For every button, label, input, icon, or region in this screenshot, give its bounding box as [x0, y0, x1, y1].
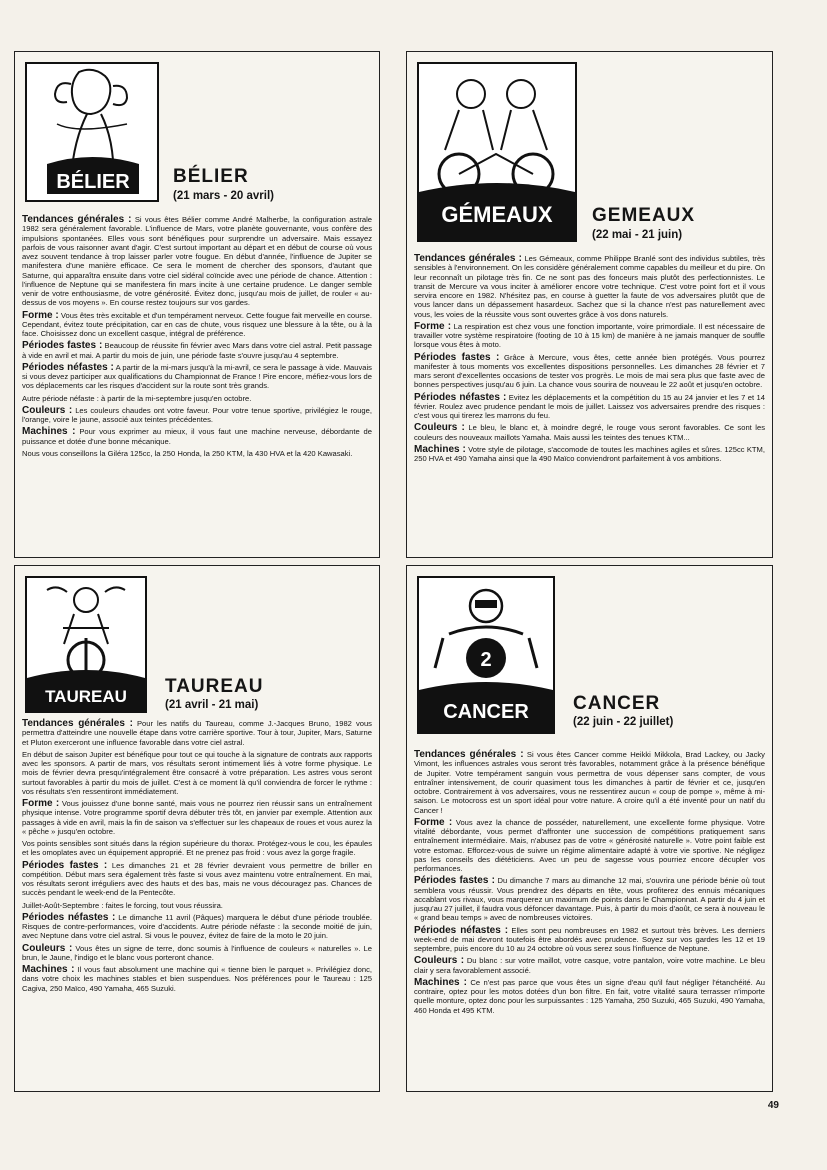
belier-paragraph	[22, 215, 372, 308]
paragraph-heading: Périodes fastes :	[414, 351, 500, 363]
taureau-illustration	[25, 576, 147, 713]
paragraph-heading: Périodes néfastes :	[22, 361, 114, 373]
belier-illustration-label: BÉLIER	[56, 171, 130, 193]
paragraph-text: Vous êtes un signe de terre, donc soumis à l'influence de couleurs « naturelles ». Le brun, le Jaune, l'indigo et le blanc vous porteront chance.	[22, 943, 372, 962]
paragraph-text: Vous avez la chance de posséder, naturellement, une excellente forme physique. Votre vitalité débordante, vous permet d'affronter une succession de compétitions pratiquement sans entraînement intermédiaire. Mais, n'abusez pas de votre « générosité naturelle ». Votre point faible est votre estomac. Efforcez-vous de suivre un régime alimentaire adapté à votre vie sportive. Ne négligez pas les conseils des diététiciens. Avec un peu de sagesse vous pourriez encore décupler vos performances.	[414, 817, 765, 873]
taureau-box	[14, 565, 380, 1092]
page-number: 49	[767, 1100, 779, 1111]
paragraph-text: Nous vous conseillons la Giléra 125cc, la 250 Honda, la 250 KTM, la 430 HVA et la 420 Kawasaki.	[22, 448, 353, 458]
paragraph-heading: Tendances générales :	[414, 749, 524, 760]
cancer-paragraph	[414, 818, 765, 874]
paragraph-heading: Tendances générales :	[414, 253, 522, 264]
paragraph-text: En début de saison Jupiter est bénéfique pour tout ce qui touche à la signature de contrats aux rapports avec les sponsors. A partir de mars, vos résultats seront intimement liés à votre forme physique. Le mois de février devra presqu'intégralement être consacré à votre préparation. Les astres vous seront surtout favorables à partir du mois de juillet. C'est à ce moment là qu'il conviendra de forcer le rythme : vos résultats s'en ressentiront immédiatement.	[22, 749, 372, 796]
belier-box	[14, 51, 380, 558]
gemeaux-box	[406, 51, 773, 558]
paragraph-text: Vous êtes très excitable et d'un tempérament nerveux. Cette fougue fait merveille en course. Cependant, évitez toute précipitation, car en cas de chute, vous risquez une blessure à la tête, ou à la face. Choisissez donc un excellent casque, intégral de préférence.	[22, 310, 372, 338]
paragraph-heading: Forme :	[22, 309, 59, 321]
gemeaux-illustration	[417, 62, 577, 242]
paragraph-text: Les couleurs chaudes ont votre faveur. Pour votre tenue sportive, privilégiez le rouge, l'orange, voire le jaune, associé aux teintes précédentes.	[22, 405, 372, 424]
taureau-paragraph	[22, 719, 372, 747]
belier-illustration	[25, 62, 159, 202]
cancer-paragraph	[414, 750, 765, 815]
paragraph-heading: Machines :	[22, 964, 75, 975]
paragraph-text: Du dimanche 7 mars au dimanche 12 mai, s'ouvrira une période bénie où tout semblera vous réussir. Vous prendrez des départs en tête, vous profiterez des ennuis mécaniques accablant vos rivaux, vous marquerez un maximum de points dans le Championnat. A partir du 4 juin et jusqu'au 27 juillet, il faudra vous défoncer davantage. Puis, à partir du mois d'août, ce sera à nouveau le « grand beau temps » avec de nombreuses victoires.	[414, 876, 765, 923]
paragraph-text: Il vous faut absolument une machine qui « tienne bien le parquet ». Privilégiez donc, dans votre choix les machines stables et bien suspendues. Nos préférences pour le Taureau : 125 Cagiva, 250 Maïco, 490 Yamaha, 465 Suzuki.	[22, 965, 372, 993]
paragraph-text: Votre style de pilotage, s'accomode de toutes les machines agiles et sûres. 125cc KTM, 250 HVA et 490 Yamaha ainsi que la 490 Maïco conviendront parfaitement à vos ambitions.	[414, 444, 765, 463]
taureau-paragraph	[22, 839, 372, 858]
twins-riders-icon	[419, 64, 575, 240]
belier-dates: (21 mars - 20 avril)	[173, 190, 275, 202]
belier-paragraph	[22, 363, 372, 391]
bull-rider-icon	[27, 578, 145, 711]
paragraph-text: Juillet-Août-Septembre : faites le forcing, tout vous réussira.	[22, 900, 223, 910]
cancer-paragraph	[414, 978, 765, 1015]
paragraph-text: Evitez les déplacements et la compétition du 15 au 24 janvier et les 7 et 14 février. Roulez avec prudence pendant le mois de juillet. Laissez vos adversaires prendre des risques : c'est vous qui tirerez les marrons du feu.	[414, 392, 765, 420]
paragraph-text: A partir de la mi-mars jusqu'à la mi-avril, ce sera le passage à vide. Mauvais si vous devez participer aux qualifications du Championnat de France ! Pire encore, méfiez-vous lors de vos déplacements car les risques d'accident sur la route sont très grands.	[22, 362, 372, 391]
gemeaux-paragraph	[414, 254, 765, 319]
paragraph-heading: Périodes néfastes :	[22, 911, 116, 923]
gemeaux-paragraph	[414, 445, 765, 464]
paragraph-heading: Forme :	[414, 816, 453, 828]
paragraph-text: Pour les natifs du Taureau, comme J.-Jacques Bruno, 1982 vous permettra d'atteindre une nouvelle étape dans votre carrière sportive. Tour à tour, Jupiter, Mars, Saturne et Pluton exerceront une influence favorable dans votre ciel astral.	[22, 719, 372, 747]
cancer-paragraph	[414, 876, 765, 922]
taureau-paragraph	[22, 750, 372, 796]
paragraph-text: Si vous êtes Cancer comme Heikki Mikkola, Brad Lackey, ou Jacky Vimont, les influences astrales vous seront très favorables, notamment grâce à la présence bénéfique de Jupiter. Votre tempérament sanguin vous permettra de vous dépenser sans compter, de vous entraîner intensivement, de courir quasiment tous les dimanches à partir de février et ce, jusqu'en octobre. Contrairement à vos adversaires, vous ne ressentirez aucun « coup de pompe », même à mi-saison. Le motocross est un sport idéal pour votre nature. A croire qu'il a été inventé pour un natif du Cancer !	[414, 750, 765, 815]
cancer-paragraph	[414, 926, 765, 954]
paragraph-heading: Tendances générales :	[22, 718, 133, 729]
belier-title: BÉLIER	[173, 166, 249, 187]
taureau-paragraph	[22, 965, 372, 993]
paragraph-heading: Couleurs :	[414, 422, 465, 434]
paragraph-text: Le bleu, le blanc et, à moindre degré, le rouge vous seront favorables. Ce sont les couleurs des nouveaux maillots Yamaha. Mais aussi les teintes des tenues KTM...	[414, 423, 765, 442]
paragraph-heading: Forme :	[22, 798, 60, 809]
taureau-paragraph	[22, 913, 372, 941]
taureau-paragraph	[22, 799, 372, 836]
paragraph-heading: Couleurs :	[22, 942, 73, 954]
paragraph-text: Du blanc : sur votre maillot, votre casque, votre pantalon, voire votre machine. Le bleu clair y sera favorablement associé.	[414, 956, 765, 975]
paragraph-heading: Couleurs :	[414, 955, 465, 967]
belier-paragraph	[22, 427, 372, 446]
cancer-text	[414, 750, 765, 1018]
paragraph-text: Pour vous exprimer au mieux, il vous faut une machine nerveuse, débordante de puissance et dotée d'une bonne mécanique.	[22, 427, 372, 446]
paragraph-text: Si vous êtes Bélier comme André Malherbe, la configuration astrale 1982 sera généralement favorable. L'influence de Mars, votre planète gouvernante, vous confère des impulsions spontanées. Elles vous sont bénéfiques pour surprendre un adversaire. Mais essayez parfois de vous raisonner avant d'agir. C'est surtout important au départ et en début de course où vous avez souvent tendance à trop laisser parler votre fougue. En début d'année, l'influence de Jupiter se manifestera d'une manière efficace. Ce sera le moment de chercher des sponsors, d'autant que Saturne, qui apparaîtra ensuite dans votre ciel sidéral coïncide avec une période de chance. Attention : l'influence de Neptune qui se manifestera fin mars incite à une certaine prudence. Le danger semble venir de votre enthousiasme, de votre générosité. Évitez donc, jusqu'au mois de juillet, de rouler « au-dessus de vos moyens ». En course restez toujours sur vos gardes.	[22, 215, 372, 308]
belier-paragraph	[22, 311, 372, 339]
paragraph-text: Les Gémeaux, comme Philippe Branlé sont des individus subtiles, très sensibles à l'environnement. On les considère généralement comme capables du meilleur et du pire. On leur reconnaît un pilotage très fin. Ce ne sont pas des fonceurs mais plutôt des perfectionnistes. Le transit de Mercure va vous inciter à améliorer encore votre technique. C'est votre point fort et il vous servira encore en 1982. N'hésitez pas, en course à guetter la faute de vos adversaires plutôt que de vous lancer dans un dépassement hasardeux. Sachez que si la chance n'est pas naturellement avec vous, les voies de la réussite vous sont ouvertes grâce à vos dons naturels.	[414, 254, 765, 319]
ram-figure-icon	[27, 64, 157, 200]
paragraph-text: Les dimanches 21 et 28 février devraient vous permettre de briller en compétition. Début mars sera également très faste si vous avez maintenu votre entraînement. En mai, vos résultats seront irréguliers avec des hauts et des bas, mais ne vous découragez pas. Chances de succès pendant le week-end de la Pentecôte.	[22, 860, 372, 898]
gemeaux-text	[414, 254, 765, 466]
paragraph-heading: Périodes fastes :	[22, 340, 103, 352]
paragraph-heading: Périodes fastes :	[22, 859, 108, 871]
gemeaux-paragraph	[414, 353, 765, 390]
belier-paragraph	[22, 341, 372, 360]
taureau-dates: (21 avril - 21 mai)	[165, 699, 259, 711]
paragraph-text: Elles sont peu nombreuses en 1982 et surtout très brèves. Les derniers week-end de mai devront toutefois être abordés avec prudence. Soyez sur vos gardes les 12 et 19 septembre, puis encore du 10 au 24 octobre où vous serez sous l'influence de Neptune.	[414, 925, 765, 953]
cancer-title: CANCER	[573, 693, 661, 714]
bike-number-label: 2	[480, 649, 492, 671]
taureau-illustration-label: TAUREAU	[45, 687, 127, 706]
cancer-illustration-label: CANCER	[443, 701, 529, 723]
cancer-box	[406, 565, 773, 1092]
taureau-paragraph	[22, 861, 372, 898]
cancer-paragraph	[414, 956, 765, 975]
belier-paragraph	[22, 449, 372, 458]
paragraph-text: Grâce à Mercure, vous êtes, cette année bien protégés. Vous pourrez manifester à tous moments vos excellentes dispositions personnelles. Les dimanches 28 février et 7 mars seront d'excellentes occasions de tester vos progrès. Le mois de mai sera plus que faste avec de bonnes perspectives jusqu'au 6 juin. La chance vous sourira de nouveau le 22 août et jusqu'en octobre.	[414, 352, 765, 390]
gemeaux-paragraph	[414, 393, 765, 421]
paragraph-heading: Périodes néfastes :	[414, 924, 509, 936]
paragraph-heading: Périodes fastes :	[414, 875, 495, 887]
paragraph-heading: Machines :	[414, 976, 467, 988]
taureau-title: TAUREAU	[165, 676, 264, 697]
paragraph-text: Vos points sensibles sont situés dans la région supérieure du thorax. Protégez-vous le cou, les épaules et les omoplates avec un équipement approprié. Et ne prenez pas froid : vous avez la gorge fragile.	[22, 839, 372, 858]
paragraph-heading: Machines :	[22, 426, 76, 438]
paragraph-text: Vous jouissez d'une bonne santé, mais vous ne pourrez rien réussir sans un entraînement physique intense. Votre programme sportif devra débuter très tôt, en janvier par exemple. Attention aux passages à vide en avril, mais la fin de saison va s'effectuer sur les chapeaux de roues et vous aurez la « pêche » jusqu'en octobre.	[22, 799, 372, 836]
cancer-illustration	[417, 576, 555, 734]
paragraph-heading: Périodes néfastes :	[414, 391, 507, 403]
gemeaux-illustration-label: GÉMEAUX	[441, 202, 553, 227]
gemeaux-title: GEMEAUX	[592, 205, 696, 226]
paragraph-heading: Forme :	[414, 320, 452, 332]
gemeaux-paragraph	[414, 322, 765, 350]
rider-number-plate-icon	[419, 578, 553, 732]
belier-paragraph	[22, 394, 372, 403]
paragraph-text: La respiration est chez vous une fonction importante, voire primordiale. Il est nécessaire de travailler votre système respiratoire (footing de 10 à 15 km) de manière à ne jamais manquer de souffle lorsque vous êtes à moto.	[414, 321, 765, 350]
belier-text	[22, 215, 372, 461]
gemeaux-paragraph	[414, 423, 765, 442]
paragraph-text: Beaucoup de réussite fin février avec Mars dans votre ciel astral. Petit passage à vide en avril et mai. A partir du mois de juin, une période faste s'ouvre jusqu'au 4 septembre.	[22, 341, 372, 360]
taureau-paragraph	[22, 944, 372, 963]
paragraph-heading: Couleurs :	[22, 404, 73, 416]
paragraph-heading: Tendances générales :	[22, 214, 132, 225]
paragraph-heading: Machines :	[414, 443, 466, 455]
paragraph-text: Autre période néfaste : à partir de la mi-septembre jusqu'en octobre.	[22, 393, 252, 403]
paragraph-text: Le dimanche 11 avril (Pâques) marquera le début d'une période troublée. Risques de contre-performances, voire d'accidents. Autre période néfaste : la seconde moitié de juin, avec Neptune dans votre ciel astral. Si vous le pouvez, évitez de faire de la moto le 20 juin.	[22, 912, 372, 941]
belier-paragraph	[22, 406, 372, 425]
paragraph-text: Ce n'est pas parce que vous êtes un signe d'eau qu'il faut négliger l'étanchéité. Au contraire, optez pour les motos dotées d'un bon filtre. En fait, votre vitalité saura terrasser n'importe quelle monture, optez donc pour les surpuissantes : 125 Yamaha, 250 Suzuki, 465 Suzuki, 490 Yamaha, 460 Honda et 495 KTM.	[414, 977, 765, 1015]
gemeaux-dates: (22 mai - 21 juin)	[592, 229, 683, 241]
taureau-text	[22, 719, 372, 996]
taureau-paragraph	[22, 901, 372, 910]
cancer-dates: (22 juin - 22 juillet)	[573, 716, 674, 728]
